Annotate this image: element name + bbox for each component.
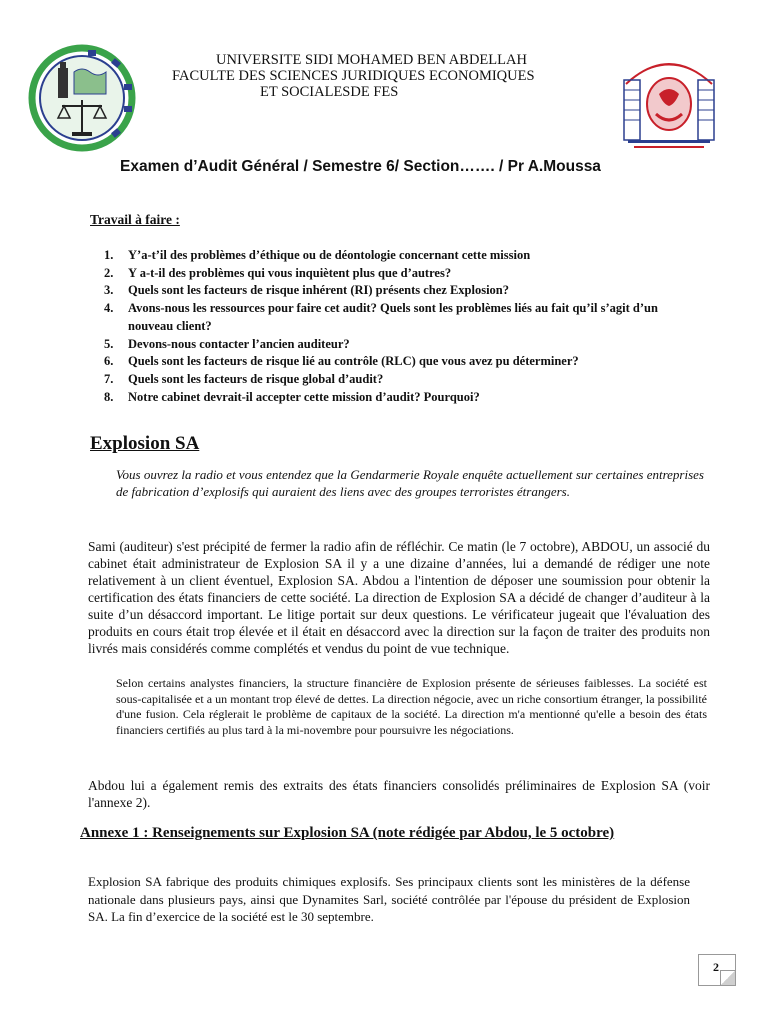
question-text: Devons-nous contacter l’ancien auditeur? <box>128 336 350 351</box>
question-item <box>104 247 704 265</box>
case-paragraph-1: Sami (auditeur) s'est précipité de fermer la radio afin de réfléchir. Ce matin (le 7 octobre), ABDOU, un associé du cabinet était administrateur de Explosion SA il y a une dizaine d’années, lui a demandé de rédiger une note relativement à un client éventuel, Explosion SA. Abdou a l'intention de déposer une soumission pour obtenir la certification des états financiers de cette société. La direction de Explosion SA a décidé de changer d’auditeur à la suite d’un désaccord important. Le litige portait sur deux questions. Le vérificateur jugeait que l'évaluation des produits en cours était trop élevée et il était en désaccord avec la direction sur la façon de traiter des produits non livrés mais considérés comme complétés et vendus du point de vue technique. <box>88 539 710 656</box>
question-item <box>104 336 704 354</box>
question-item <box>104 300 704 335</box>
case-title: Explosion SA <box>90 433 200 454</box>
page-fold-icon <box>720 970 735 985</box>
question-text: Quels sont les facteurs de risque inhérent (RI) présents chez Explosion? <box>128 283 510 298</box>
question-text: Y’a-t’il des problèmes d’éthique ou de déontologie concernant cette mission <box>128 248 531 262</box>
annex-body: Explosion SA fabrique des produits chimiques explosifs. Ses principaux clients sont les ministères de la défense nationale dans plusieurs pays, ainsi que Dynamites Sarl, société contrôlée par l'épouse du président de Explosion SA. La fin d’exercice de la société est le 30 septembre. <box>88 874 690 924</box>
faculty-logo <box>28 42 136 154</box>
question-text: Quels sont les facteurs de risque global d’audit? <box>128 371 384 386</box>
question-number: 2. <box>104 265 114 280</box>
question-item <box>104 389 704 407</box>
question-item <box>104 265 704 283</box>
university-name: UNIVERSITE SIDI MOHAMED BEN ABDELLAH <box>216 52 527 68</box>
question-text: Quels sont les facteurs de risque lié au contrôle (RLC) que vous avez pu déterminer? <box>128 354 579 369</box>
faculty-name-cont: ET SOCIALESDE FES <box>260 84 399 100</box>
question-item <box>104 282 704 300</box>
case-paragraph-2: Abdou lui a également remis des extraits des états financiers consolidés préliminaires de Explosion SA (voir l'annexe 2). <box>88 778 710 810</box>
question-item <box>104 353 704 371</box>
annex-title: Annexe 1 : Renseignements sur Explosion SA (note rédigée par Abdou, le 5 octobre) <box>80 825 615 841</box>
question-text: Avons-nous les ressources pour faire cet audit? Quels sont les problèmes liés au fait qu’il s’agit d’un nouveau client? <box>128 301 658 333</box>
question-list <box>104 247 704 406</box>
question-number: 8. <box>104 389 114 404</box>
page-number: 2 <box>713 960 719 974</box>
question-number: 3. <box>104 283 114 298</box>
question-text: Y a-t-il des problèmes qui vous inquiètent plus que d’autres? <box>128 265 452 280</box>
todo-heading: Travail à faire : <box>90 212 180 227</box>
case-quote: Selon certains analystes financiers, la structure financière de Explosion présente de sérieuses faiblesses. La société est sous-capitalisée et a un montant trop élevé de dettes. La direction négocie, avec un riche consortium étranger, la possibilité d'une fusion. Cela réglerait le problème de capitaux de la société. La direction m'a mentionné qu'elle a besoin des états financiers certifiés au plus tard à la mi-novembre pour poursuivre les négociations. <box>116 676 707 737</box>
case-intro: Vous ouvrez la radio et vous entendez que la Gendarmerie Royale enquête actuellement sur certaines entreprises de fabrication d’explosifs qui auraient des liens avec des groupes terroristes étrangers. <box>116 467 704 499</box>
question-number: 4. <box>104 301 114 316</box>
question-text: Notre cabinet devrait-il accepter cette mission d’audit? Pourquoi? <box>128 389 480 404</box>
question-number: 1. <box>104 248 114 262</box>
question-number: 7. <box>104 371 114 386</box>
faculty-name: FACULTE DES SCIENCES JURIDIQUES ECONOMIQUES <box>172 68 535 84</box>
question-number: 6. <box>104 354 114 369</box>
question-item <box>104 371 704 389</box>
university-logo <box>604 40 734 156</box>
question-number: 5. <box>104 336 114 351</box>
exam-title: Examen d’Audit Général / Semestre 6/ Section……. / Pr A.Moussa <box>120 158 601 175</box>
